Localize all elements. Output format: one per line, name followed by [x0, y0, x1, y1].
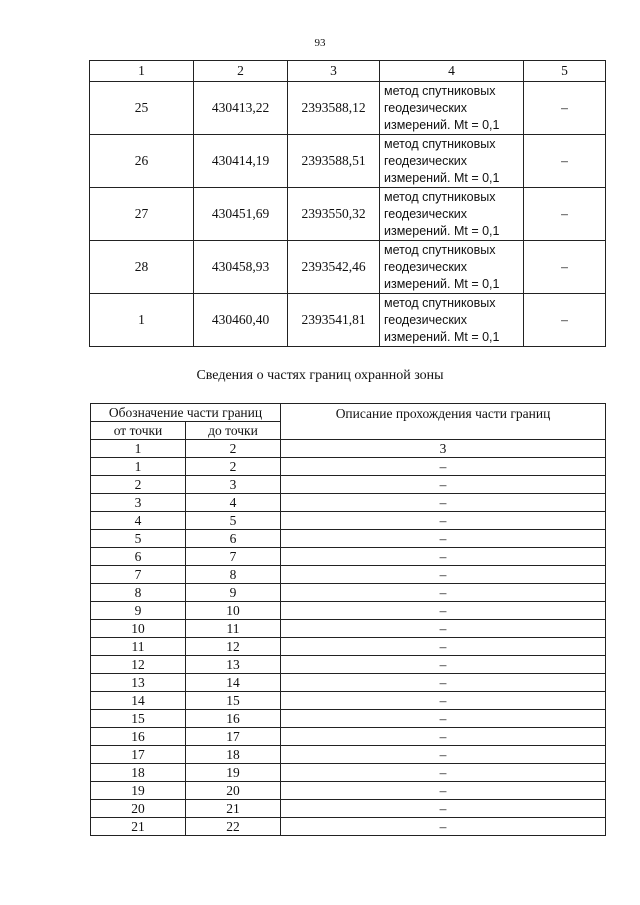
description-cell: –: [281, 818, 606, 836]
method-line: метод спутниковых: [384, 242, 496, 257]
from-point-cell: 6: [91, 548, 186, 566]
from-point-cell: 1: [91, 458, 186, 476]
y-coordinate-cell: 2393588,12: [288, 82, 380, 135]
y-coordinate-cell: 2393541,81: [288, 294, 380, 347]
x-coordinate-cell: 430414,19: [194, 135, 288, 188]
from-point-cell: 13: [91, 674, 186, 692]
table-row: [91, 620, 606, 638]
table-row: [91, 764, 606, 782]
description-cell: –: [281, 638, 606, 656]
table-row: [91, 584, 606, 602]
description-cell: –: [281, 728, 606, 746]
method-line: метод спутниковых: [384, 136, 496, 151]
method-line: геодезических: [384, 153, 468, 168]
y-coordinate-cell: 2393542,46: [288, 241, 380, 294]
to-point-cell: 19: [186, 764, 281, 782]
from-point-cell: 2: [91, 476, 186, 494]
point-cell: 25: [90, 82, 194, 135]
from-point-cell: 20: [91, 800, 186, 818]
from-point-cell: 11: [91, 638, 186, 656]
point-cell: 28: [90, 241, 194, 294]
to-point-cell: 3: [186, 476, 281, 494]
table-row: [91, 674, 606, 692]
x-coordinate-cell: 430460,40: [194, 294, 288, 347]
method-cell: [380, 294, 524, 347]
from-point-cell: 16: [91, 728, 186, 746]
x-coordinate-cell: 430451,69: [194, 188, 288, 241]
from-point-cell: 14: [91, 692, 186, 710]
method-line: измерений. Mt = 0,1: [384, 170, 500, 185]
column-number-cell: 2: [186, 440, 281, 458]
to-point-cell: 16: [186, 710, 281, 728]
to-point-cell: 14: [186, 674, 281, 692]
header-from: от точки: [91, 422, 186, 440]
table-row: [91, 476, 606, 494]
header-group: Обозначение части границ: [91, 404, 281, 422]
to-point-cell: 9: [186, 584, 281, 602]
boundary-parts-table: [90, 403, 606, 836]
x-coordinate-cell: 430413,22: [194, 82, 288, 135]
from-point-cell: 15: [91, 710, 186, 728]
note-cell: –: [524, 294, 606, 347]
table-row: [90, 294, 606, 347]
method-cell: [380, 135, 524, 188]
description-cell: –: [281, 674, 606, 692]
description-cell: –: [281, 584, 606, 602]
table-row: [91, 458, 606, 476]
coords-header-cell: 5: [524, 61, 606, 82]
method-line: измерений. Mt = 0,1: [384, 329, 500, 344]
to-point-cell: 13: [186, 656, 281, 674]
to-point-cell: 7: [186, 548, 281, 566]
description-cell: –: [281, 566, 606, 584]
description-cell: –: [281, 458, 606, 476]
table-row: [91, 728, 606, 746]
to-point-cell: 21: [186, 800, 281, 818]
page-number: 93: [314, 37, 326, 49]
method-line: измерений. Mt = 0,1: [384, 117, 500, 132]
description-cell: –: [281, 620, 606, 638]
point-cell: 26: [90, 135, 194, 188]
from-point-cell: 7: [91, 566, 186, 584]
method-line: измерений. Mt = 0,1: [384, 276, 500, 291]
table-row: [90, 188, 606, 241]
y-coordinate-cell: 2393550,32: [288, 188, 380, 241]
from-point-cell: 12: [91, 656, 186, 674]
method-cell: [380, 188, 524, 241]
method-line: метод спутниковых: [384, 83, 496, 98]
method-line: метод спутниковых: [384, 295, 496, 310]
description-cell: –: [281, 512, 606, 530]
table-row: [90, 135, 606, 188]
table-row: [90, 82, 606, 135]
to-point-cell: 4: [186, 494, 281, 512]
method-line: геодезических: [384, 100, 468, 115]
note-cell: –: [524, 135, 606, 188]
table-row: [91, 782, 606, 800]
x-coordinate-cell: 430458,93: [194, 241, 288, 294]
table-row: [91, 530, 606, 548]
method-line: геодезических: [384, 259, 468, 274]
coords-header-cell: 3: [288, 61, 380, 82]
point-cell: 1: [90, 294, 194, 347]
description-cell: –: [281, 764, 606, 782]
method-line: метод спутниковых: [384, 189, 496, 204]
table-row: [91, 512, 606, 530]
header-desc: Описание прохождения части границ: [281, 404, 606, 440]
description-cell: –: [281, 656, 606, 674]
table-row: [91, 692, 606, 710]
description-cell: –: [281, 602, 606, 620]
description-cell: –: [281, 746, 606, 764]
coordinates-table: [89, 60, 606, 347]
coords-header-cell: 4: [380, 61, 524, 82]
from-point-cell: 5: [91, 530, 186, 548]
table-row: [91, 656, 606, 674]
to-point-cell: 6: [186, 530, 281, 548]
from-point-cell: 17: [91, 746, 186, 764]
description-cell: –: [281, 548, 606, 566]
method-cell: [380, 82, 524, 135]
to-point-cell: 15: [186, 692, 281, 710]
description-cell: –: [281, 494, 606, 512]
coords-header-row: [90, 61, 606, 82]
from-point-cell: 18: [91, 764, 186, 782]
to-point-cell: 10: [186, 602, 281, 620]
table-row: [91, 602, 606, 620]
section-title: Сведения о частях границ охранной зоны: [196, 368, 444, 383]
from-point-cell: 4: [91, 512, 186, 530]
column-number-cell: 3: [281, 440, 606, 458]
note-cell: –: [524, 82, 606, 135]
from-point-cell: 3: [91, 494, 186, 512]
table-row: [91, 746, 606, 764]
table-row: [90, 241, 606, 294]
coords-header-cell: 1: [90, 61, 194, 82]
method-line: геодезических: [384, 206, 468, 221]
description-cell: –: [281, 692, 606, 710]
to-point-cell: 17: [186, 728, 281, 746]
to-point-cell: 8: [186, 566, 281, 584]
from-point-cell: 9: [91, 602, 186, 620]
coords-header-cell: 2: [194, 61, 288, 82]
table-row: [91, 494, 606, 512]
description-cell: –: [281, 782, 606, 800]
table-row: [91, 710, 606, 728]
table-row: [91, 818, 606, 836]
table-row: [91, 548, 606, 566]
table-row: [91, 800, 606, 818]
from-point-cell: 10: [91, 620, 186, 638]
description-cell: –: [281, 530, 606, 548]
method-line: измерений. Mt = 0,1: [384, 223, 500, 238]
y-coordinate-cell: 2393588,51: [288, 135, 380, 188]
note-cell: –: [524, 241, 606, 294]
column-number-cell: 1: [91, 440, 186, 458]
to-point-cell: 22: [186, 818, 281, 836]
table-row: [91, 638, 606, 656]
from-point-cell: 8: [91, 584, 186, 602]
from-point-cell: 21: [91, 818, 186, 836]
column-number-row: [91, 440, 606, 458]
to-point-cell: 18: [186, 746, 281, 764]
to-point-cell: 12: [186, 638, 281, 656]
description-cell: –: [281, 710, 606, 728]
to-point-cell: 20: [186, 782, 281, 800]
description-cell: –: [281, 476, 606, 494]
header-to: до точки: [186, 422, 281, 440]
to-point-cell: 2: [186, 458, 281, 476]
point-cell: 27: [90, 188, 194, 241]
description-cell: –: [281, 800, 606, 818]
to-point-cell: 11: [186, 620, 281, 638]
to-point-cell: 5: [186, 512, 281, 530]
table-row: [91, 566, 606, 584]
from-point-cell: 19: [91, 782, 186, 800]
note-cell: –: [524, 188, 606, 241]
method-cell: [380, 241, 524, 294]
method-line: геодезических: [384, 312, 468, 327]
